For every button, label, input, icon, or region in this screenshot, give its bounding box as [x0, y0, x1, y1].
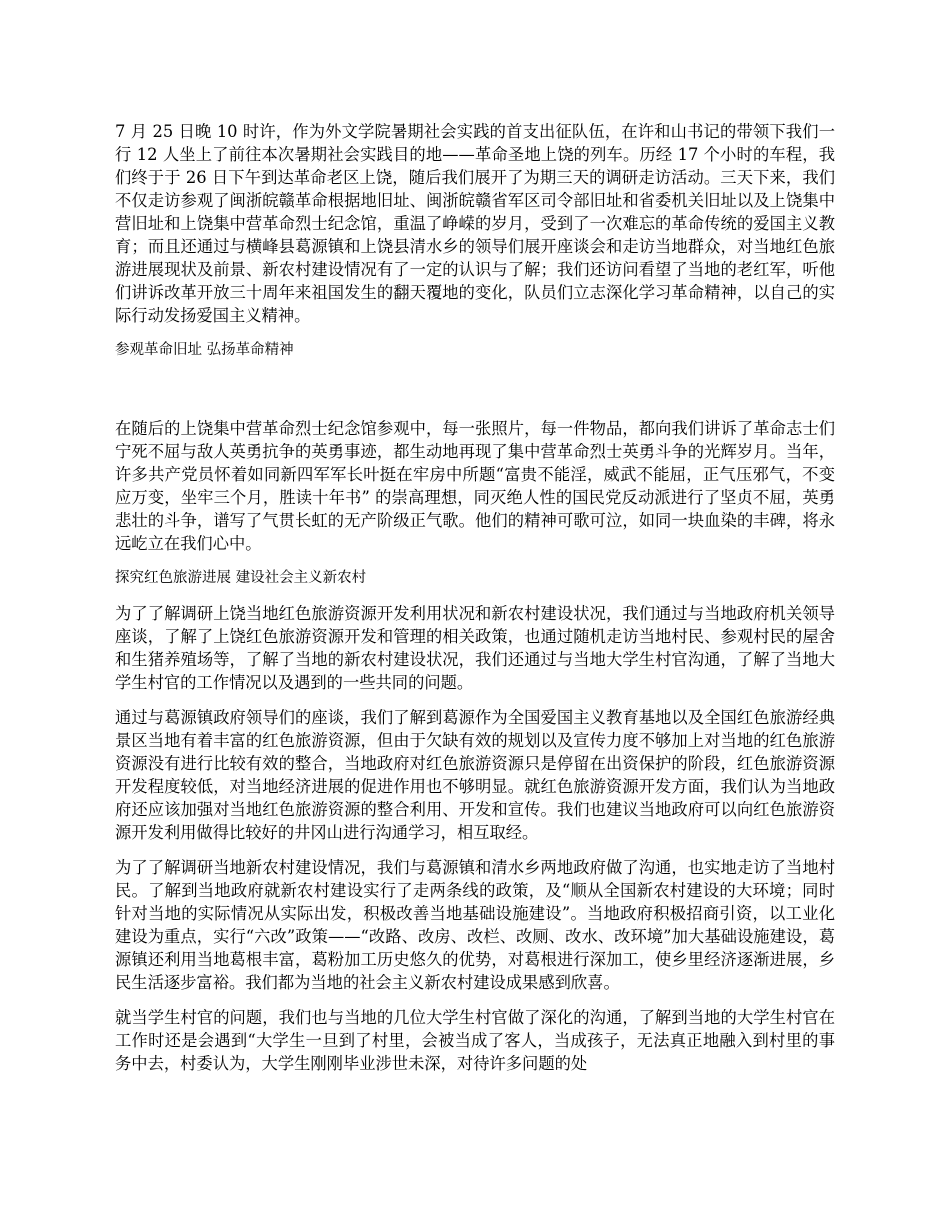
village-official-paragraph: 就当学生村官的问题，我们也与当地的几位大学生村官做了深化的沟通，了解到当地的大学生村官在工作时还是会遇到“大学生一旦到了村里，会被当成了客人，当成孩子，无法真正地融入到村里的事务中去，村委认为，大学生刚刚毕业涉世未深，对待许多问题的处: [115, 1008, 835, 1073]
section-heading-red-tourism: 探究红色旅游进展 建设社会主义新农村: [115, 570, 367, 586]
intro-paragraph: 7 月 25 日晚 10 时许，作为外文学院暑期社会实践的首支出征队伍，在许和山书记的带领下我们一行 12 人坐上了前往本次暑期社会实践目的地——革命圣地上饶的列车。历经 17 个小时的车程，我们终于于 26 日下午到达革命老区上饶，随后我们展开了为期三天的调研走访活动。三天下来，我们不仅走访参观了闽浙皖赣革命根据地旧址、闽浙皖赣省军区司令部旧址和省委机关旧址以及上饶集中营旧址和上饶集中营革命烈士纪念馆，重温了峥嵘的岁月，受到了一次难忘的革命传统的爱国主义教育；而且还通过与横峰县葛源镇和上饶县清水乡的领导们展开座谈会和走访当地群众，对当地红色旅游进展现状及前景、新农村建设情况有了一定的认识与了解；我们还访问看望了当地的老红军，听他们讲诉改革开放三十周年来祖国发生的翻天覆地的变化，队员们立志深化学习革命精神，以自己的实际行动发扬爱国主义精神。: [115, 122, 835, 325]
blank-space: [115, 374, 835, 417]
memorial-visit-paragraph: 在随后的上饶集中营革命烈士纪念馆参观中，每一张照片，每一件物品，都向我们讲诉了革命志士们宁死不屈与敌人英勇抗争的英勇事迹，都生动地再现了集中营革命烈士英勇斗争的光辉岁月。当年，许多共产党员怀着如同新四军军长叶挺在牢房中所题“富贵不能淫，威武不能屈，正气压邪气，不变应万变，坐牢三个月，胜读十年书” 的崇高理想，同灭绝人性的国民党反动派进行了坚贞不屈，英勇悲壮的斗争，谱写了气贯长虹的无产阶级正气歌。他们的精神可歌可泣，如同一块血染的丰碑，将永远屹立在我们心中。: [115, 419, 835, 553]
research-method-paragraph: 为了了解调研上饶当地红色旅游资源开发利用状况和新农村建设状况，我们通过与当地政府机关领导座谈，了解了上饶红色旅游资源开发和管理的相关政策，也通过随机走访当地村民、参观村民的屋舍和生猪养殖场等，了解了当地的新农村建设状况，我们还通过与当地大学生村官沟通，了解了当地大学生村官的工作情况以及遇到的一些共同的问题。: [115, 604, 835, 692]
section-heading-revolution-sites: 参观革命旧址 弘扬革命精神: [115, 342, 294, 358]
new-village-paragraph: 为了了解调研当地新农村建设情况，我们与葛源镇和清水乡两地政府做了沟通，也实地走访了当地村民。了解到当地政府就新农村建设实行了走两条线的政策，及“顺从全国新农村建设的大环境；同时针对当地的实际情况从实际出发，积极改善当地基础设施建设”。当地政府积极招商引资，以工业化建设为重点，实行“六改”政策——“改路、改房、改栏、改厕、改水、改环境”加大基础设施建设，葛源镇还利用当地葛根丰富，葛粉加工历史悠久的优势，对葛根进行深加工，使乡里经济逐渐进展，乡民生活逐步富裕。我们都为当地的社会主义新农村建设成果感到欣喜。: [115, 858, 835, 992]
document-body: [115, 120, 835, 1087]
red-tourism-paragraph: 通过与葛源镇政府领导们的座谈，我们了解到葛源作为全国爱国主义教育基地以及全国红色旅游经典景区当地有着丰富的红色旅游资源，但由于欠缺有效的规划以及宣传力度不够加上对当地的红色旅游资源没有进行比较有效的整合，当地政府对红色旅游资源只是停留在出资保护的阶段，红色旅游资源开发程度较低，对当地经济进展的促进作用也不够明显。就红色旅游资源开发方面，我们认为当地政府还应该加强对当地红色旅游资源的整合利用、开发和宣传。我们也建议当地政府可以向红色旅游资源开发利用做得比较好的井冈山进行沟通学习，相互取经。: [115, 708, 835, 842]
